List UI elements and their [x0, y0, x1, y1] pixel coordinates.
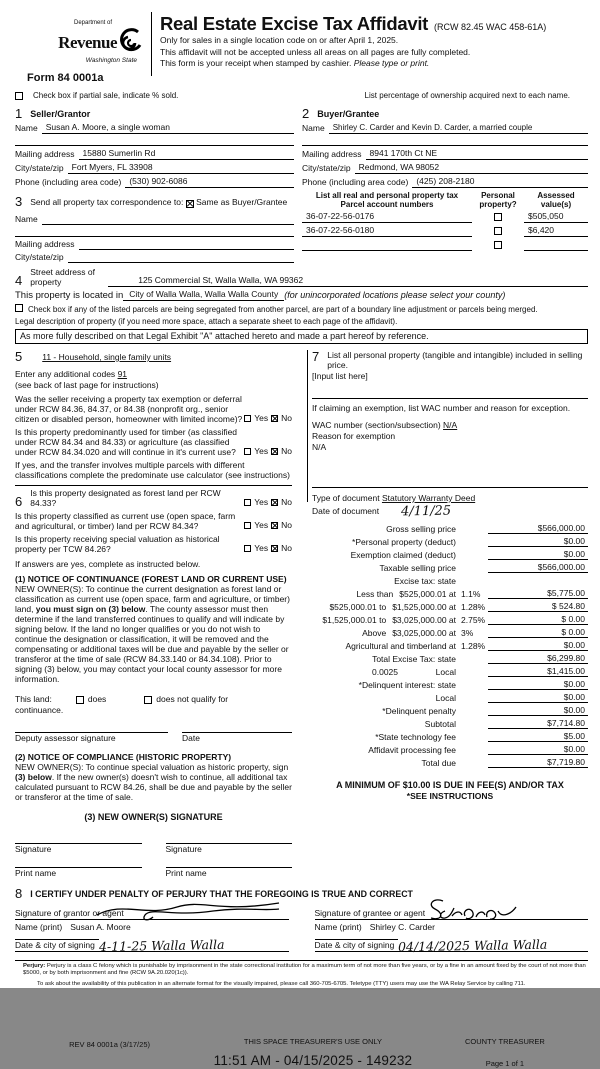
tax-amount-field[interactable]: $ 0.00: [488, 614, 588, 625]
tax-row-label: Excise tax: state: [394, 576, 456, 586]
taxcorr-name-field[interactable]: [42, 214, 294, 225]
historical-yes-checkbox[interactable]: [244, 545, 251, 552]
personal-property-checkbox[interactable]: [494, 227, 502, 235]
reet-affidavit-form: Department of Revenue Washington State Form 84 0001a Real Estate Excise Tax Affidavit (RCW 82.45 WAC 458-61A) Only for sales in a single location code on or after April 1, 2025. This affidavit will not be accepted unless all areas on all pages are fully completed. This form is your receipt when stamped by cashier. Please type or print. Check box if partial sale, indicate % sold. List percentage of ownership acquired next to each name. 1 Seller/Grantor Name Susan A. Moore, a single woman Mailing address 15880 Sumerlin Rd City/state/zip Fort Myers, FL 33908 Phone (including area code) (530) 902-6086 3 Send all property tax correspondence to: Same as Buyer/Grantee Name Mailing address City/state/zip 2 Buyer/Grantee Name Shirley C. Carder and Kevin D. Carder, a married couple Mailing address 8941 170th Ct NE City/state/zip Redmond, WA 98052 Phone (including area code) (425) 208-2180 List all real and personal property tax Parcel account numbers Personal property? Assessed value(s) 36-07-22-56-0176 $505,050 36-07-22-56-0180 $6,420 4 Street address of property 125 Commercial St, Walla Walla, WA 99362 This property is located in City of Walla Walla, Walla Walla County (for unincorporated locations please select your county) Check box if any of the listed parcels are being segregated from another parcel, are part of a boundary line adjustment or parcels being merged. Legal description of property (if you need more space, attach a separate sheet to each page of the affidavit). As more fully described on that Legal Exhibit "A" attached hereto and made a part hereof by reference. 5 11 - Household, single family units Enter any additional codes 91 (see back of last page for instructions) Was the seller receiving a property tax exemption or deferral under RCW 84.36, 84.37, or 84.38 (nonprofit org., senior citizen or disabled person, homeowner with limited income)? Yes No Is this property predominantly used for timber (as classified under RCW 84.34 and 84.33) or agriculture (as classified under RCW 84.34.020 and will continue in it's current use? Yes No If yes, and the transfer involves multiple parcels with different classifications complete the predominate use calculator (see instructions) 6 Is this property designated as forest land per RCW 84.33? Yes No Is this property classified as current use (open space, farm and agricultural, or timber) land per RCW 84.34? Yes No Is this property receiving special valuation as historical property per TCW 84.26? Yes No If answers are yes, complete as instructed below. (1) NOTICE OF CONTINUANCE (FOREST LAND OR CURRENT USE) NEW OWNER(S): To continue the current designation as forest land or classification as current use (open space, farm and agriculture, or timber) land, you must sign on (3) below. The county assessor must then determine if the land transferred continues to qualify and will indicate by signing below. If the land no longer qualifies or you do not wish to continue the designation or classification, it will be removed and the compensating or additional taxes will be due and payable by the seller or transferor at the time of sale (RCW 84.33.140 or 84.34.108). Prior to signing (3) below, you may contact your local county assessor for more information. This land: does does not qualify for continuance. Deputy assessor signature Date (2) NOTICE OF COMPLIANCE (HISTORIC PROPERTY) NEW OWNER(S): To continue special valuation as historic property, sign (3) below. If the new owner(s) doesn't wish to continue, all additional tax calculated pursuant to RCW 84.26, shall be due and payable by the seller or transferor at the time of sale. (3) NEW OWNER(S) SIGNATURE Signature Signature Print name Print name 7 List all personal property (tangible and intangible) included in selling price. [Input list here] If claiming an exemption, list WAC number and reason for exception. WAC number (section/subsection) N/A Reason for exemption N/A Type of document Statutory Warranty Deed Date of document 4/11/25 Gross selling price $566,000.00 *Personal property (deduct) $0.00 Exemption claimed (deduct) $0.00 Taxable selling price $566,000.00 Excise tax: state Less than $525,000.01 at 1.1% $5,775.00 $525,000.01 to $1,525,000.00 at 1.28% $ 524.80 $1,525,000.01 to $3,025,000.00 at 2.75% $ 0.00 Above $3,025,000.00 at 3% $ 0.00 Agricultural and timberland at 1.28% $0.00 Total Excise Tax: state $6,299.80 0.0025 Local $1,415.00 *Delinquent interest: state $0.00 Local $0.00 *Delinquent penalty $0.00 Subtotal $7,714.80 *State technology fee $5.00 Affidavit processing fee $0.00 Total due $7,719.80 A MINIMUM OF $10.00 IS DUE IN FEE(S) AND/OR TAX *SEE INSTRUCTIONS 8 I CERTIFY UNDER PENALTY OF PERJURY THAT THE FOREGOING IS TRUE AND CORRECT Signature of grantor or agent Name (print) Susan A. Moore Date & city of signing 4-11-25 Walla Walla Signature of grantee or agent Name (print) Shirley C. Carder Date & city of signing 04/14/2025 Walla Walla Perjury: Perjury is a class C felony which is punishable by imprisonment in the state correctional institution for a maximum term of not more than five years, or by a fine in an amount fixed by the court of not more than $5000, or by both imprisonment and fine (RCW 9A.20.020(1c)). To ask about the availability of this publication in an alternate format for the visually impaired, please call 360-705-6705. Teletype (TTY) users may use the WA Relay Service by calling 711. REV 84 0001a (3/17/25) THIS SPACE TREASURER'S USE ONLY 11:51 AM - 04/15/2025 - 149232 COUNTY TREASURER Page 1 of 1: [0, 0, 600, 988]
section1-number: 1: [15, 106, 23, 121]
additional-codes-field[interactable]: 91: [117, 369, 128, 379]
section7-number: 7: [312, 349, 320, 364]
tax-row: [312, 599, 588, 612]
buyer-city-field[interactable]: Redmond, WA 98052: [355, 162, 588, 174]
tax-amount-field[interactable]: $7,719.80: [488, 757, 588, 768]
tax-row: [312, 703, 588, 716]
tax-row-label: Above $3,025,000.00 at: [362, 628, 456, 638]
doc-type-field[interactable]: Statutory Warranty Deed: [381, 493, 476, 503]
grantee-signature-label: Signature of grantee or agent: [314, 908, 426, 918]
legal-description-label: Legal description of property (if you need more space, attach a separate sheet to each page of the affidavit).: [15, 317, 398, 326]
tax-amount-field[interactable]: $0.00: [488, 536, 588, 547]
cashier-stamp: 11:51 AM - 04/15/2025 - 149232: [213, 1053, 413, 1068]
seller-phone-label: Phone (including area code): [15, 177, 122, 187]
tax-amount-field[interactable]: $0.00: [488, 692, 588, 703]
section2-title: Buyer/Grantee: [317, 109, 380, 119]
section4-number: 4: [15, 273, 23, 288]
header-sub2: This affidavit will not be accepted unless all areas on all pages are fully completed.: [160, 46, 471, 57]
treasurer-space-label: THIS SPACE TREASURER'S USE ONLY: [243, 1037, 383, 1046]
column-divider: [307, 350, 308, 502]
tax-rate: 1.1%: [461, 589, 481, 599]
seller-mailing-label: Mailing address: [15, 149, 75, 159]
taxcorr-mailing-field[interactable]: [79, 239, 294, 250]
title-rcw-ref: (RCW 82.45 WAC 458-61A): [434, 22, 547, 32]
new-owner-signature2-line[interactable]: Signature: [166, 843, 293, 855]
seller-city-field[interactable]: Fort Myers, FL 33908: [68, 162, 294, 174]
rev-number: REV 84 0001a (3/17/25): [69, 1040, 150, 1049]
exemption-divider: [312, 398, 588, 399]
continuance-label: continuance.: [15, 705, 64, 715]
buyer-city-label: City/state/zip: [302, 163, 351, 173]
same-as-buyer-checkbox[interactable]: [186, 200, 194, 208]
personal-property-label: List all personal property (tangible and intangible) included in selling price.: [327, 350, 583, 370]
tax-table: [312, 521, 588, 768]
buyer-name-field[interactable]: Shirley C. Carder and Kevin D. Carder, a married couple: [329, 122, 588, 134]
seller-phone-field[interactable]: (530) 902-6086: [125, 176, 294, 188]
form-header: [15, 10, 588, 84]
taxcorr-name2-field[interactable]: [15, 225, 294, 237]
assessed-value-field[interactable]: [524, 250, 588, 251]
located-in-label: This property is located in: [15, 290, 124, 301]
logo-state-text: Washington State: [85, 57, 137, 64]
assessed-value-field[interactable]: $6,420: [524, 225, 588, 237]
buyer-mailing-label: Mailing address: [302, 149, 362, 159]
grantee-date-field[interactable]: 04/14/2025 Walla Walla: [398, 936, 548, 955]
tax-amount-field[interactable]: $566,000.00: [488, 562, 588, 573]
tax-amount-field[interactable]: $6,299.80: [488, 653, 588, 664]
currentuse-no-checkbox[interactable]: [271, 522, 278, 529]
see-back-note: (see back of last page for instructions): [15, 380, 159, 390]
reason-exemption-field[interactable]: N/A: [312, 442, 327, 452]
tax-row-label: Gross selling price: [386, 524, 456, 534]
perjury-notice: Perjury: Perjury is a class C felony which is punishable by imprisonment in the state correctional institution for a maximum term of not more than five years, or by a fine in an amount fixed by the court of not more than $5000, or by both imprisonment and fine (RCW 9A.20.020(1c)). To ask about the availability of this publication in an alternate format for the visually impaired, please call 360-705-6705. Teletype (TTY) users may use the WA Relay Service by calling 711.: [15, 960, 588, 988]
tax-row: [312, 534, 588, 547]
tax-row-label: Subtotal: [424, 719, 456, 729]
tax-amount-field[interactable]: $1,415.00: [488, 666, 588, 677]
tax-row-label: Total Excise Tax: state: [372, 654, 456, 664]
question-current-use: Is this property classified as current use (open space, farm and agricultural, or timber) land per RCW 84.34?: [15, 511, 236, 531]
land-does-not-checkbox[interactable]: [144, 696, 152, 704]
seller-mailing-field[interactable]: 15880 Sumerlin Rd: [79, 148, 294, 160]
tax-row-label: Taxable selling price: [379, 563, 456, 573]
tax-row-label: Total due: [421, 758, 456, 768]
section2-number: 2: [302, 106, 310, 121]
minimum-due-note: A MINIMUM OF $10.00 IS DUE IN FEE(S) AND/OR TAX: [336, 780, 564, 790]
forest-no-checkbox[interactable]: [271, 499, 278, 506]
doc-date-label: Date of document: [312, 506, 380, 516]
doc-type-label: Type of document: [312, 493, 380, 503]
tax-row: [312, 547, 588, 560]
assessed-value-field[interactable]: $505,050: [524, 211, 588, 223]
tax-amount-field[interactable]: $566,000.00: [488, 523, 588, 534]
tax-row: [312, 755, 588, 768]
tax-row: [312, 638, 588, 651]
parcel-row: [302, 223, 588, 237]
header-sub1: Only for sales in a single location code on or after April 1, 2025.: [160, 35, 399, 45]
tax-row: [312, 612, 588, 625]
tax-row: [312, 573, 588, 586]
parcel-row: [302, 209, 588, 223]
located-in-field[interactable]: City of Walla Walla, Walla Walla County: [123, 289, 284, 301]
tax-row-label: *State technology fee: [375, 732, 456, 742]
land-use-code-field[interactable]: 11 - Household, single family units: [42, 352, 172, 362]
tax-amount-field[interactable]: $7,714.80: [488, 718, 588, 729]
legal-description-field[interactable]: As more fully described on that Legal Exhibit "A" attached hereto and made a part hereof by reference.: [15, 329, 588, 344]
multiple-parcels-note: If yes, and the transfer involves multiple parcels with different classifications complete the predominate use calculator (see instructions): [15, 460, 290, 480]
notice1-title: (1) NOTICE OF CONTINUANCE (FOREST LAND OR CURRENT USE): [15, 574, 287, 584]
logo-dept-text: Department of: [73, 20, 113, 26]
tax-row: [312, 690, 588, 703]
ownership-note: List percentage of ownership acquired next to each name.: [364, 91, 570, 100]
parcel-number-field[interactable]: 36-07-22-56-0180: [302, 225, 472, 237]
historical-no-checkbox[interactable]: [271, 545, 278, 552]
same-as-buyer-label: Same as Buyer/Grantee: [196, 197, 288, 207]
parcel-number-field[interactable]: [302, 250, 472, 251]
tax-row-label: $525,000.01 to $1,525,000.00 at: [329, 602, 456, 612]
grantor-date-label: Date & city of signing: [15, 939, 99, 951]
partial-sale-label: Check box if partial sale, indicate % sold.: [33, 91, 179, 100]
tax-row: [312, 560, 588, 573]
grantee-signature[interactable]: [425, 895, 555, 921]
tax-amount-field[interactable]: $5.00: [488, 731, 588, 742]
tax-amount-field[interactable]: $0.00: [488, 679, 588, 690]
seller-city-label: City/state/zip: [15, 163, 64, 173]
page-number: Page 1 of 1: [485, 1059, 525, 1068]
tax-amount-field[interactable]: $0.00: [488, 640, 588, 651]
tax-row-label: Affidavit processing fee: [368, 745, 456, 755]
tax-rate: 1.28%: [461, 602, 486, 612]
section6-divider: [15, 485, 292, 486]
tax-row: [312, 677, 588, 690]
grantor-date-field[interactable]: 4-11-25 Walla Walla: [98, 936, 225, 955]
land-does-checkbox[interactable]: [76, 696, 84, 704]
new-owner-signature-title: (3) NEW OWNER(S) SIGNATURE: [84, 812, 223, 822]
new-owner-printname1-line[interactable]: Print name: [15, 867, 142, 879]
section5-number: 5: [15, 349, 23, 364]
logo-revenue-text: Revenue: [58, 32, 117, 52]
section8-number: 8: [15, 886, 23, 901]
tax-rate: 1.28%: [461, 641, 486, 651]
tax-rate: 2.75%: [461, 615, 486, 625]
section3-number: 3: [15, 194, 23, 209]
personal-property-checkbox[interactable]: [494, 213, 502, 221]
form-number: Form 84 0001a: [27, 72, 104, 84]
form-footer: [15, 1036, 588, 1069]
tax-amount-field[interactable]: $0.00: [488, 549, 588, 560]
buyer-name2-field[interactable]: [302, 134, 588, 146]
tax-amount-field[interactable]: $ 0.00: [488, 627, 588, 638]
buyer-phone-field[interactable]: (425) 208-2180: [412, 176, 588, 188]
tax-row-label: Local: [435, 693, 456, 703]
exemption-note: If claiming an exemption, list WAC number and reason for exception.: [312, 403, 571, 413]
tax-row-label: 0.0025 Local: [372, 667, 456, 677]
new-owner-signature1-line[interactable]: Signature: [15, 843, 142, 855]
taxcorr-city-field[interactable]: [68, 252, 294, 263]
question-exemption-deferral: Was the seller receiving a property tax exemption or deferral under RCW 84.36, 84.37, or 84.38 (nonprofit org., senior citizen or disabled person, homeowner with limited income)?: [15, 394, 243, 424]
buyer-name-label: Name: [302, 123, 325, 133]
if-answers-note: If answers are yes, complete as instructed below.: [15, 559, 201, 569]
section1-title: Seller/Grantor: [30, 109, 91, 119]
tax-row-label: Agricultural and timberland at: [345, 641, 456, 651]
header-divider: [151, 12, 152, 76]
exemption-no-checkbox[interactable]: [271, 415, 278, 422]
section6-number: 6: [15, 494, 23, 509]
revenue-swirl-icon: [117, 29, 143, 55]
tax-row-label: *Delinquent interest: state: [358, 680, 456, 690]
street-address-label2: property: [30, 277, 62, 287]
buyer-phone-label: Phone (including area code): [302, 177, 409, 187]
grantor-signature-label: Signature of grantor or agent: [15, 908, 124, 918]
seller-name-label: Name: [15, 123, 38, 133]
notice2-body: NEW OWNER(S): To continue special valuation as historic property, sign (3) below. If the new owner(s) doesn't wish to continue, all additional tax calculated pursuant to RCW 84.26, shall be due and payable by the seller or transferor at the time of sale.: [15, 762, 292, 802]
tax-amount-field[interactable]: $0.00: [488, 705, 588, 716]
timber-no-checkbox[interactable]: [271, 448, 278, 455]
see-instructions-note: *SEE INSTRUCTIONS: [406, 791, 494, 801]
deputy-assessor-signature-line[interactable]: Deputy assessor signature: [15, 732, 168, 744]
tax-row-label: *Delinquent penalty: [382, 706, 456, 716]
seller-name2-field[interactable]: [15, 134, 294, 146]
tax-row: [312, 729, 588, 742]
exemption-yes-checkbox[interactable]: [244, 415, 251, 422]
this-land-label: This land:: [15, 694, 52, 704]
document-divider: [312, 487, 588, 488]
tax-row: [312, 521, 588, 534]
grantor-name-field[interactable]: Susan A. Moore: [70, 922, 131, 932]
section8-title: I CERTIFY UNDER PENALTY OF PERJURY THAT THE FOREGOING IS TRUE AND CORRECT: [30, 889, 413, 899]
doc-date-field[interactable]: 4/11/25: [400, 503, 452, 520]
tax-row: [312, 625, 588, 638]
seller-name-field[interactable]: Susan A. Moore, a single woman: [42, 122, 294, 134]
tax-row: [312, 664, 588, 677]
county-treasurer-label: COUNTY TREASURER: [465, 1037, 545, 1046]
notice2-title: (2) NOTICE OF COMPLIANCE (HISTORIC PROPERTY): [15, 752, 232, 762]
partial-sale-checkbox[interactable]: [15, 92, 23, 100]
wac-number-field[interactable]: N/A: [443, 420, 458, 430]
tax-row-label: Exemption claimed (deduct): [350, 550, 456, 560]
tax-row: [312, 742, 588, 755]
notice1-body: NEW OWNER(S): To continue the current designation as forest land or classification as current use (open space, farm and agriculture, or timber) land, you must sign on (3) below. The county assessor must then determine if the land transferred continues to qualify and will indicate by signing below. If the land no longer qualifies or you do not wish to continue the designation or classification, it will be removed and the compensating or additional taxes will be due and payable by the seller or transferor at the time of sale (RCW 84.33.140 or 84.34.108). Prior to signing (3) below, you may contact your local county assessor for more information.: [15, 584, 290, 684]
located-in-note: (for unincorporated locations please select your county): [284, 290, 506, 300]
personal-property-checkbox[interactable]: [494, 241, 502, 249]
taxcorr-mailing-label: Mailing address: [15, 239, 75, 249]
personal-property-field[interactable]: [Input list here]: [312, 371, 368, 381]
parcel-number-field[interactable]: 36-07-22-56-0176: [302, 211, 472, 223]
tax-amount-field[interactable]: $ 524.80: [488, 601, 588, 612]
currentuse-yes-checkbox[interactable]: [244, 522, 251, 529]
tax-row-label: *Personal property (deduct): [352, 537, 456, 547]
tax-row-label: Less than $525,000.01 at: [356, 589, 456, 599]
parcel-table-header: List all real and personal property tax Parcel account numbers Personal property? Assessed value(s): [315, 191, 575, 209]
page-title: Real Estate Excise Tax Affidavit: [160, 13, 429, 34]
additional-codes-label: Enter any additional codes: [15, 369, 116, 379]
question-historical: Is this property receiving special valuation as historical property per TCW 84.26?: [15, 534, 220, 554]
section3-label: Send all property tax correspondence to:: [30, 197, 184, 207]
tax-row: [312, 651, 588, 664]
wac-number-label: WAC number (section/subsection): [312, 420, 441, 430]
segregated-label: Check box if any of the listed parcels are being segregated from another parcel, are part of a boundary line adjustment or parcels being merged.: [28, 305, 538, 314]
tax-amount-field[interactable]: $5,775.00: [488, 588, 588, 599]
buyer-mailing-field[interactable]: 8941 170th Ct NE: [366, 148, 588, 160]
parcel-rows: [302, 209, 588, 251]
grantee-name-field[interactable]: Shirley C. Carder: [369, 922, 435, 932]
street-address-label1: Street address of: [30, 267, 95, 277]
taxcorr-name-label: Name: [15, 214, 38, 224]
forest-yes-checkbox[interactable]: [244, 499, 251, 506]
tax-row: [312, 586, 588, 599]
grantee-name-label: Name (print): [314, 922, 362, 932]
dor-logo: [15, 10, 143, 84]
timber-yes-checkbox[interactable]: [244, 448, 251, 455]
taxcorr-city-label: City/state/zip: [15, 252, 64, 262]
grantor-name-label: Name (print): [15, 922, 63, 932]
reason-exemption-label: Reason for exemption: [312, 431, 396, 441]
grantor-signature[interactable]: [93, 897, 283, 921]
street-address-field[interactable]: 125 Commercial St, Walla Walla, WA 99362: [108, 275, 588, 287]
tax-amount-field[interactable]: $0.00: [488, 744, 588, 755]
deputy-date-line[interactable]: Date: [182, 732, 292, 744]
question-timber-agriculture: Is this property predominantly used for timber (as classified under RCW 84.34 and 84.33) or agriculture (as classified under RCW 84.34.020 and will continue in it's current use?: [15, 427, 238, 457]
parcel-row: [302, 237, 588, 251]
new-owner-printname2-line[interactable]: Print name: [166, 867, 293, 879]
tax-rate: 3%: [461, 628, 474, 638]
question-forest-land: Is this property designated as forest land per RCW 84.33?: [30, 488, 221, 508]
tax-row-label: $1,525,000.01 to $3,025,000.00 at: [322, 615, 456, 625]
grantee-date-label: Date & city of signing: [315, 939, 399, 951]
segregated-checkbox[interactable]: [15, 304, 23, 312]
header-sub3: This form is your receipt when stamped by cashier. Please type or print.: [160, 58, 430, 68]
tax-row: [312, 716, 588, 729]
